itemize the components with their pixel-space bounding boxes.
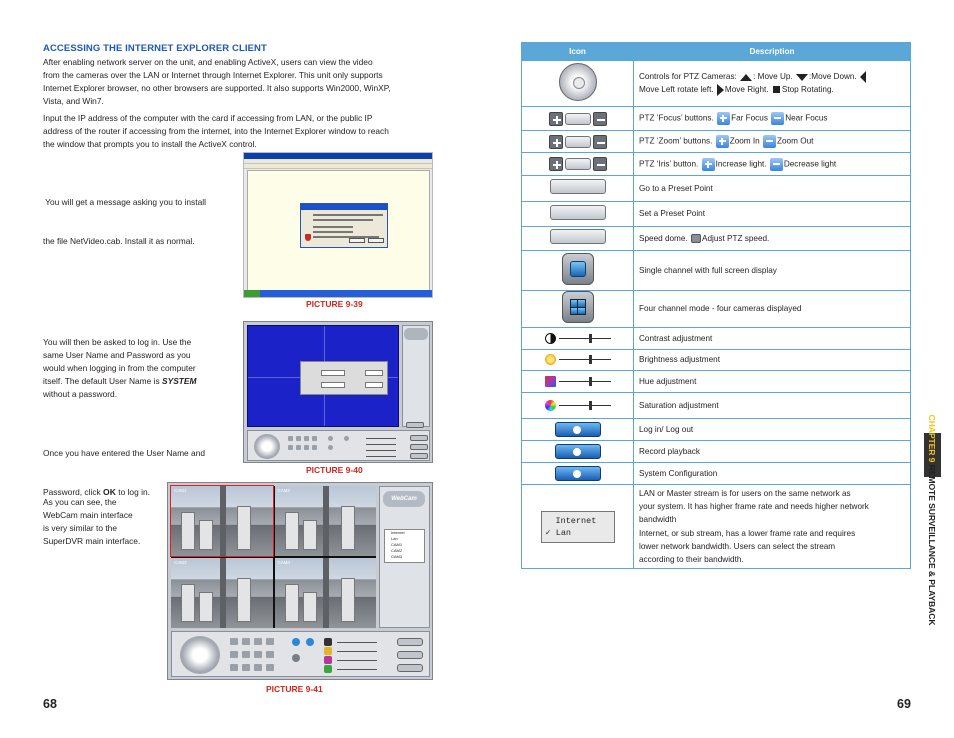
taskbar [244,290,432,297]
text-line: same User Name and Password as you [43,350,191,360]
table-row [522,393,911,419]
text-line [43,375,233,388]
minus-icon [593,157,607,171]
icon-cell [522,176,634,202]
text-line: You will get a message asking you to install [43,197,206,207]
key-icon [555,422,601,437]
camera-label: CAM2 [277,488,291,493]
saturation-icon [324,665,332,673]
building [303,520,317,550]
building [341,578,355,622]
webcam-logo: WebCam [383,491,425,507]
ptz-wheel-icon [559,63,597,101]
tree-item: Internet [391,530,405,535]
camera-view [171,486,273,556]
contrast-slider [337,642,377,643]
dialog-title-bar [301,204,387,210]
description-cell: Contrast adjustment [634,328,911,350]
text-line: the window that prompts you to install the ActiveX control. [43,139,257,149]
ptz-button [266,664,274,671]
config-button [397,664,423,672]
contrast-slider-icon [545,332,611,346]
ptz-button [230,638,238,645]
text-line: your system. It has higher frame rate and needs higher network [639,501,869,511]
table-row [522,251,911,291]
password-field [321,382,345,388]
ptz-button [254,638,262,645]
stream-select-icon [541,511,615,543]
slider-track [559,405,611,406]
single-channel-icon [562,253,594,285]
text-line: You will then be asked to log in. Use the [43,337,192,347]
icon-cell [522,227,634,251]
text-segment: itself. The default User Name is [43,376,163,386]
text-segment: Move Left rotate left. [639,84,716,94]
text-line: according to their bandwidth. [639,555,744,565]
slider-knob [589,355,592,364]
quad-screen-icon [570,299,586,315]
preset-icon [292,654,300,662]
speed-dome-icon [550,229,606,244]
iris-icon [565,158,591,170]
text-segment: Increase light. [715,159,769,169]
side-panel [402,325,430,427]
description-column-header: Description [634,43,911,61]
dialog-text [313,231,353,233]
interface-paragraph [43,496,163,548]
contrast-icon [545,333,556,344]
ok-label: OK [103,487,116,497]
saturation-slider [337,669,377,670]
ptz-button [296,436,301,441]
focus-buttons-icon [549,112,607,126]
brightness-slider-icon [545,353,611,367]
side-button [410,453,428,459]
tree-item: CAM1 [391,542,403,547]
brightness-icon [324,647,332,655]
icon-cell [522,485,634,569]
plus-icon [717,112,730,125]
page-number: 69 [897,697,911,711]
text-segment: :Move Down. [808,72,860,82]
tree-item: CAM3 [391,554,403,559]
slider-track [559,338,611,339]
minus-icon [593,112,607,126]
table-row [522,61,911,107]
icon-cell [522,441,634,463]
four-channel-icon [562,291,594,323]
mode-button [328,445,333,450]
icon-cell [522,419,634,441]
camera-view [275,558,377,628]
building [199,520,213,550]
slider-knob [589,401,592,410]
description-cell: Hue adjustment [634,371,911,393]
table-row [522,485,911,569]
tree-item: CAM2 [391,548,403,553]
caption-picture-9-41: PICTURE 9-41 [266,684,323,694]
ptz-button [266,651,274,658]
table-row [522,176,911,202]
description-cell: Brightness adjustment [634,350,911,371]
security-warning-dialog [300,203,388,248]
icon-cell [522,202,634,227]
text-line: from the cameras over the LAN or Internet through Internet Explorer. This unit only supports [43,70,383,80]
text-segment: Zoom In [729,136,762,146]
ptz-button [230,664,238,671]
text-line: bandwidth [639,515,677,525]
text-line: Internet Explorer browser, no other browsers are supported. It also supports Win2000, WinXP, [43,83,391,93]
ptz-button [242,664,250,671]
description-cell [634,485,911,569]
minus-icon [771,112,784,125]
dialog-text [313,214,383,216]
description-cell: Four channel mode - four cameras displayed [634,291,911,328]
install-paragraph [43,170,243,274]
building [181,584,195,622]
text-line: After enabling network server on the unit, and enabling ActiveX, users can view the video [43,57,373,67]
description-cell [634,227,911,251]
arrow-down-icon [796,74,808,81]
plus-icon [549,135,563,149]
pole [220,486,226,556]
building [285,512,299,550]
pole [323,486,329,556]
start-button [244,290,260,297]
minus-icon [593,135,607,149]
ptz-button [312,436,317,441]
text-line: address of the router if accessing from the internet, into the Internet Explorer window to reach [43,126,389,136]
camera-label: CAM3 [174,560,187,565]
hue-icon [545,376,556,387]
icon-cell [522,107,634,131]
adjust-slider [366,450,396,451]
icon-cell [522,153,634,176]
ptz-wheel-icon [180,636,220,674]
description-cell [634,131,911,153]
camera-grid [171,486,376,628]
table-row [522,291,911,328]
ptz-button [304,436,309,441]
intro-paragraph [43,56,435,108]
text-segment: Adjust PTZ speed. [701,233,770,243]
text-line: without a password. [43,389,118,399]
table-row [522,107,911,131]
text-segment: Stop Rotating. [781,84,834,94]
slider-knob [589,334,592,343]
table-row [522,463,911,485]
table-row [522,371,911,393]
dialog-text [313,219,373,221]
table-header-row [522,43,911,61]
username-field [321,370,345,376]
check-icon: ✓ [545,527,551,538]
table-row [522,153,911,176]
arrow-right-icon [717,84,724,96]
hue-slider [337,660,377,661]
ip-paragraph [43,112,435,151]
table-row [522,350,911,371]
camera-label: CAM1 [174,488,187,493]
table-row [522,441,911,463]
text-line: As you can see, the [43,497,117,507]
text-segment: PTZ ‘Zoom’ buttons. [639,136,715,146]
slider-track [559,359,611,360]
plus-icon [716,135,729,148]
brightness-icon [545,354,556,365]
magnifier-icon [555,444,601,459]
text-segment: Move Right. [724,84,771,94]
gear-icon [555,466,601,481]
zoom-icon [565,136,591,148]
login-screenshot [243,321,433,463]
video-area [247,325,399,427]
single-channel-icon [292,638,300,646]
building [341,506,355,550]
description-cell [634,107,911,131]
icon-cell [522,371,634,393]
text-line: LAN or Master stream is for users on the same network as [639,488,851,498]
icon-cell [522,131,634,153]
playback-button [397,651,423,659]
description-cell: System Configuration [634,463,911,485]
brightness-slider [337,651,377,652]
table-row [522,202,911,227]
login-paragraph [43,336,233,401]
ptz-button [254,651,262,658]
caption-picture-9-40: PICTURE 9-40 [306,465,363,475]
focus-icon [565,113,591,125]
text-segment: Far Focus [731,113,771,123]
login-dialog [300,361,388,395]
text-line: Input the IP address of the computer with the card if accessing from LAN, or the public IP [43,113,373,123]
building [237,578,251,622]
adjust-slider [366,444,396,445]
text-line: Vista, and Win7. [43,96,104,106]
camera-view [275,486,377,556]
section-heading: ACCESSING THE INTERNET EXPLORER CLIENT [43,43,267,54]
text-segment: Decrease light [783,159,837,169]
chapter-label [927,415,937,626]
goto-preset-icon [550,179,606,194]
text-segment: Zoom Out [777,136,814,146]
building [303,592,317,622]
pole [220,558,226,628]
mode-button [328,436,333,441]
description-cell: Set a Preset Point [634,202,911,227]
description-cell [634,153,911,176]
description-cell: Log in/ Log out [634,419,911,441]
hue-icon [324,656,332,664]
address-bar [244,164,432,169]
plus-icon [549,157,563,171]
login-button [397,638,423,646]
icon-cell [522,463,634,485]
text-segment: PTZ ‘Focus’ buttons. [639,113,717,123]
pole [323,558,329,628]
browser-pane [247,170,430,291]
text-line: the file NetVideo.cab. Install it as normal. [43,236,195,246]
icon-column-header: Icon [522,43,634,61]
mode-button [344,436,349,441]
ptz-button [288,445,293,450]
caption-picture-9-39: PICTURE 9-39 [306,299,363,309]
control-panel [171,631,430,677]
ptz-button [242,651,250,658]
saturation-icon [545,400,556,411]
text-segment: PTZ ‘Iris’ button. [639,159,701,169]
adjust-slider [366,456,396,457]
description-cell: Single channel with full screen display [634,251,911,291]
minus-icon [770,158,783,171]
text-segment: Near Focus [785,113,828,123]
icon-cell [522,61,634,107]
description-cell: Record playback [634,441,911,463]
contrast-icon [324,638,332,646]
four-channel-icon [306,638,314,646]
icon-description-table [521,42,911,569]
arrow-up-icon [740,74,752,81]
zoom-buttons-icon [549,135,607,149]
text-segment: Controls for PTZ Cameras: [639,72,740,82]
table-row [522,131,911,153]
tree-item: Lan [391,536,398,541]
text-segment: to log in. [115,487,150,497]
building [285,584,299,622]
camera-view [171,558,273,628]
install-button [349,238,365,243]
side-button [410,435,428,441]
camera-label: CAM4 [277,560,291,565]
slider-track [559,381,611,382]
text-segment: Speed dome. [639,233,690,243]
ptz-button [242,638,250,645]
building [199,592,213,622]
text-line: SuperDVR main interface. [43,536,141,546]
building [237,506,251,550]
ptz-button [254,664,262,671]
ptz-button [266,638,274,645]
slider-knob [589,377,592,386]
logo [404,328,428,340]
ptz-button [312,445,317,450]
speed-slider-icon [691,234,701,243]
text-line: Once you have entered the User Name and [43,448,206,458]
icon-cell [522,393,634,419]
text-line: would when logging in from the computer [43,363,196,373]
description-cell: Saturation adjustment [634,393,911,419]
ptz-button [230,651,238,658]
adjust-slider [366,438,396,439]
description-cell [634,61,911,107]
set-preset-icon [550,205,606,220]
plus-icon [702,158,715,171]
saturation-slider-icon [545,399,611,413]
plus-icon [549,112,563,126]
stream-option-lan [546,527,614,539]
page-number: 68 [43,697,57,711]
webcam-main-interface-screenshot [167,482,433,680]
ptz-button [288,436,293,441]
side-button [406,422,424,428]
arrow-left-icon [860,71,866,83]
icon-cell [522,291,634,328]
side-button [410,444,428,450]
chapter-number: CHAPTER 9 [927,414,937,463]
stop-icon [773,86,780,93]
shield-icon [305,234,311,241]
text-segment: Password, click [43,487,104,497]
text-line: lower network bandwidth. Users can select the stream [639,541,836,551]
text-line: is very similar to the [43,523,117,533]
dont-install-button [368,238,384,243]
iris-buttons-icon [549,157,607,171]
stream-option-internet: Internet [555,515,597,526]
activex-install-screenshot [243,152,433,298]
port-field [365,370,383,376]
device-tree [384,529,425,563]
hue-slider-icon [545,375,611,389]
icon-cell [522,328,634,350]
table-row [522,419,911,441]
ptz-button [304,445,309,450]
stream-option-label: Lan [555,527,572,538]
table-row [522,227,911,251]
building [181,512,195,550]
single-screen-icon [570,261,586,277]
control-panel [247,430,430,461]
server-field [365,382,383,388]
default-username: SYSTEM [162,376,197,386]
ptz-wheel-icon [254,434,280,459]
text-segment: : Move Up. [753,72,795,82]
chapter-title: REMOTE SURVEILLANCE & PLAYBACK [927,464,937,626]
icon-cell [522,251,634,291]
text-line: WebCam main interface [43,510,133,520]
table-row [522,328,911,350]
minus-icon [763,135,776,148]
text-line: Internet, or sub stream, has a lower frame rate and requires [639,528,856,538]
ptz-button [296,445,301,450]
description-cell: Go to a Preset Point [634,176,911,202]
dialog-text [313,226,353,228]
icon-cell [522,350,634,371]
